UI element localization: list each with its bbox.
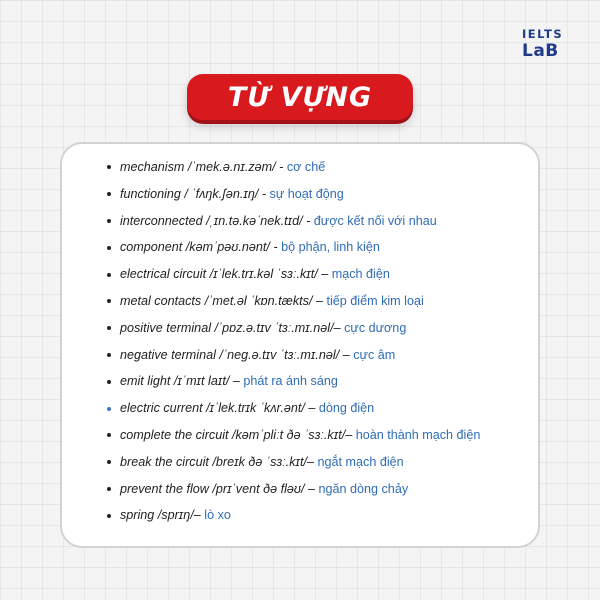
bullet-icon (107, 219, 111, 223)
vocab-item (62, 315, 538, 342)
bullet-icon (107, 487, 111, 491)
vocab-meaning: cực dương (344, 320, 407, 335)
vocab-meaning: tiếp điểm kim loại (326, 293, 424, 308)
vocab-term: negative terminal /ˈneg.ə.tɪv ˈtɜː.mɪ.nəl/ – (120, 347, 354, 362)
vocab-term: component /kəmˈpəʊ.nənt/ - (120, 240, 282, 255)
vocab-term: prevent the flow /prɪˈvent ðə fləʊ/ – (120, 481, 319, 496)
bullet-icon (107, 273, 111, 277)
vocab-term: complete the circuit /kəmˈpliːt ðə ˈsɜː.kɪt/– (120, 427, 356, 442)
bullet-icon (107, 433, 111, 437)
bullet-icon (107, 353, 111, 357)
vocab-meaning: ngắt mạch điện (317, 454, 404, 469)
bullet-icon (107, 460, 111, 464)
vocab-item (62, 368, 538, 395)
vocab-meaning: sự hoạt động (269, 186, 344, 201)
vocab-item (62, 234, 538, 261)
vocab-item (62, 261, 538, 288)
logo-line-2: LaB (522, 41, 559, 61)
vocab-term: break the circuit /breɪk ðə ˈsɜː.kɪt/– (120, 454, 318, 469)
bullet-icon (107, 246, 111, 250)
vocab-item (62, 154, 538, 181)
vocab-term: emit light /ɪˈmɪt laɪt/ – (120, 374, 244, 389)
bullet-icon (107, 192, 111, 196)
bullet-icon (107, 299, 111, 303)
vocab-meaning: lò xo (204, 508, 231, 523)
vocab-term: functioning / ˈfʌŋk.ʃən.ɪŋ/ - (120, 186, 270, 201)
vocab-item (62, 181, 538, 208)
vocabulary-list (62, 154, 538, 529)
vocab-meaning: bộ phận, linh kiện (281, 240, 380, 255)
vocab-term: electrical circuit /ɪˈlek.trɪ.kəl ˈsɜː.kɪt/ – (120, 267, 332, 282)
vocab-meaning: ngăn dòng chảy (318, 481, 409, 496)
ielts-lab-logo (522, 28, 562, 61)
vocab-meaning: dòng điện (318, 401, 375, 416)
vocab-item (62, 449, 538, 476)
vocab-meaning: cực âm (353, 347, 396, 362)
logo-line-1: IELTS (522, 27, 564, 41)
vocab-term: positive terminal /ˈpɒz.ə.tɪv ˈtɜː.mɪ.nəl/– (120, 320, 345, 335)
vocab-item (62, 476, 538, 503)
vocab-term: interconnected /ˌɪn.tə.kəˈnek.tɪd/ - (120, 213, 314, 228)
page-title: TỪ VỰNG (227, 81, 373, 113)
vocab-term: metal contacts /ˈmet.əl ˈkɒn.tækts/ – (120, 293, 327, 308)
vocabulary-card (60, 142, 540, 548)
vocab-term: spring /sprɪŋ/– (120, 508, 205, 523)
vocab-item (62, 395, 538, 422)
bullet-icon (107, 380, 111, 384)
vocab-item (62, 422, 538, 449)
vocab-meaning: hoàn thành mạch điện (355, 427, 481, 442)
bullet-icon (107, 514, 111, 518)
vocab-meaning: cơ chế (286, 160, 326, 174)
vocab-term: electric current /ɪˈlek.trɪk ˈkʌr.ənt/ – (120, 401, 319, 416)
vocab-term: mechanism /ˈmek.ə.nɪ.zəm/ - (120, 160, 287, 174)
vocab-item (62, 342, 538, 369)
vocab-meaning: phát ra ánh sáng (243, 374, 338, 389)
vocab-meaning: được kết nối với nhau (313, 213, 437, 228)
title-banner (187, 74, 413, 120)
vocab-meaning: mạch điện (331, 267, 390, 282)
vocab-item (62, 502, 538, 529)
vocab-item (62, 208, 538, 235)
bullet-icon (107, 407, 111, 411)
bullet-icon (107, 165, 111, 169)
vocab-item (62, 288, 538, 315)
bullet-icon (107, 326, 111, 330)
